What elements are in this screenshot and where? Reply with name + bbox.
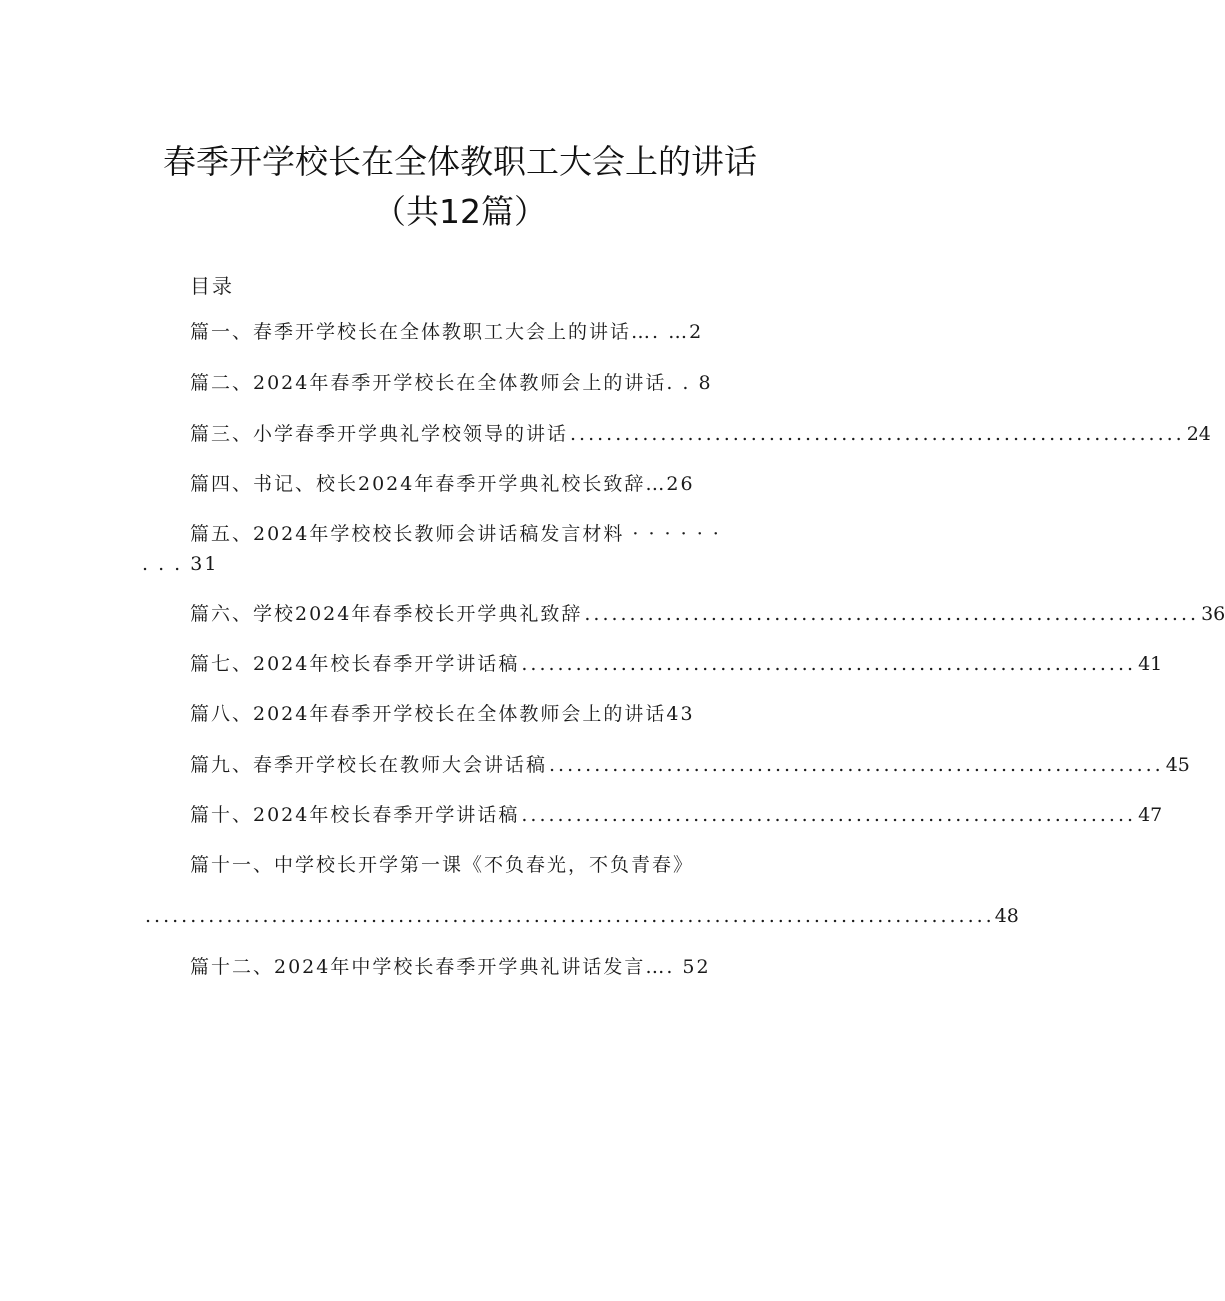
toc-entry-5-continued[interactable] [142,550,218,578]
toc-entry-1[interactable] [190,318,703,346]
toc-entry-page: 41 [1138,653,1163,675]
dot-leader: .............................................................................................. [145,905,995,927]
toc-entry-text: 篇十一、中学校长开学第一课《不负春光，不负青春》 [190,854,695,876]
toc-entry-page: 48 [994,905,1019,927]
toc-entry-label: 篇十、2024年校长春季开学讲话稿 [190,804,520,826]
toc-entry-label: 篇六、学校2024年春季校长开学典礼致辞 [190,603,583,625]
dot-leader: .................................................................... [521,804,1137,826]
toc-entry-9[interactable] [190,751,1190,779]
toc-entry-text: 篇一、春季开学校长在全体教职工大会上的讲话…. …2 [190,321,704,343]
toc-entry-page: 45 [1165,754,1190,776]
toc-entry-label: 篇九、春季开学校长在教师大会讲话稿 [190,754,548,776]
toc-entry-11-continued[interactable] [145,902,1019,930]
dot-leader: .................................................................... [521,653,1137,675]
toc-entry-text: 篇五、2024年学校校长教师会讲话稿发言材料 · · · · · · [190,523,721,545]
toc-entry-text: 篇二、2024年春季开学校长在全体教师会上的讲话. . 8 [190,372,713,394]
toc-entry-5[interactable] [190,520,721,548]
toc-entry-12[interactable] [190,953,711,981]
toc-entry-text: 篇八、2024年春季开学校长在全体教师会上的讲话43 [190,703,695,725]
toc-entry-page: . . . 31 [142,553,219,575]
document-title: 春季开学校长在全体教职工大会上的讲话 [163,142,757,181]
toc-entry-label: 篇七、2024年校长春季开学讲话稿 [190,653,520,675]
dot-leader: .................................................................... [570,423,1185,445]
toc-entry-6[interactable] [190,600,1225,628]
toc-entry-page: 24 [1186,423,1211,445]
toc-entry-label: 篇三、小学春季开学典礼学校领导的讲话 [190,423,569,445]
toc-entry-10[interactable] [190,801,1163,829]
toc-entry-8[interactable] [190,700,695,728]
toc-entry-3[interactable] [190,420,1211,448]
toc-entry-4[interactable] [190,470,695,498]
toc-entry-2[interactable] [190,369,713,397]
document-subtitle: （共12篇） [373,192,547,231]
toc-entry-page: 47 [1138,804,1163,826]
toc-entry-11[interactable] [190,851,694,879]
dot-leader: .................................................................... [549,754,1164,776]
toc-heading: 目录 [190,274,234,298]
toc-entry-text: 篇四、书记、校长2024年春季开学典礼校长致辞…26 [190,473,695,495]
dot-leader: .................................................................... [584,603,1200,625]
toc-entry-page: 36 [1201,603,1225,625]
toc-entry-text: 篇十二、2024年中学校长春季开学典礼讲话发言…. 52 [190,956,711,978]
toc-entry-7[interactable] [190,650,1163,678]
